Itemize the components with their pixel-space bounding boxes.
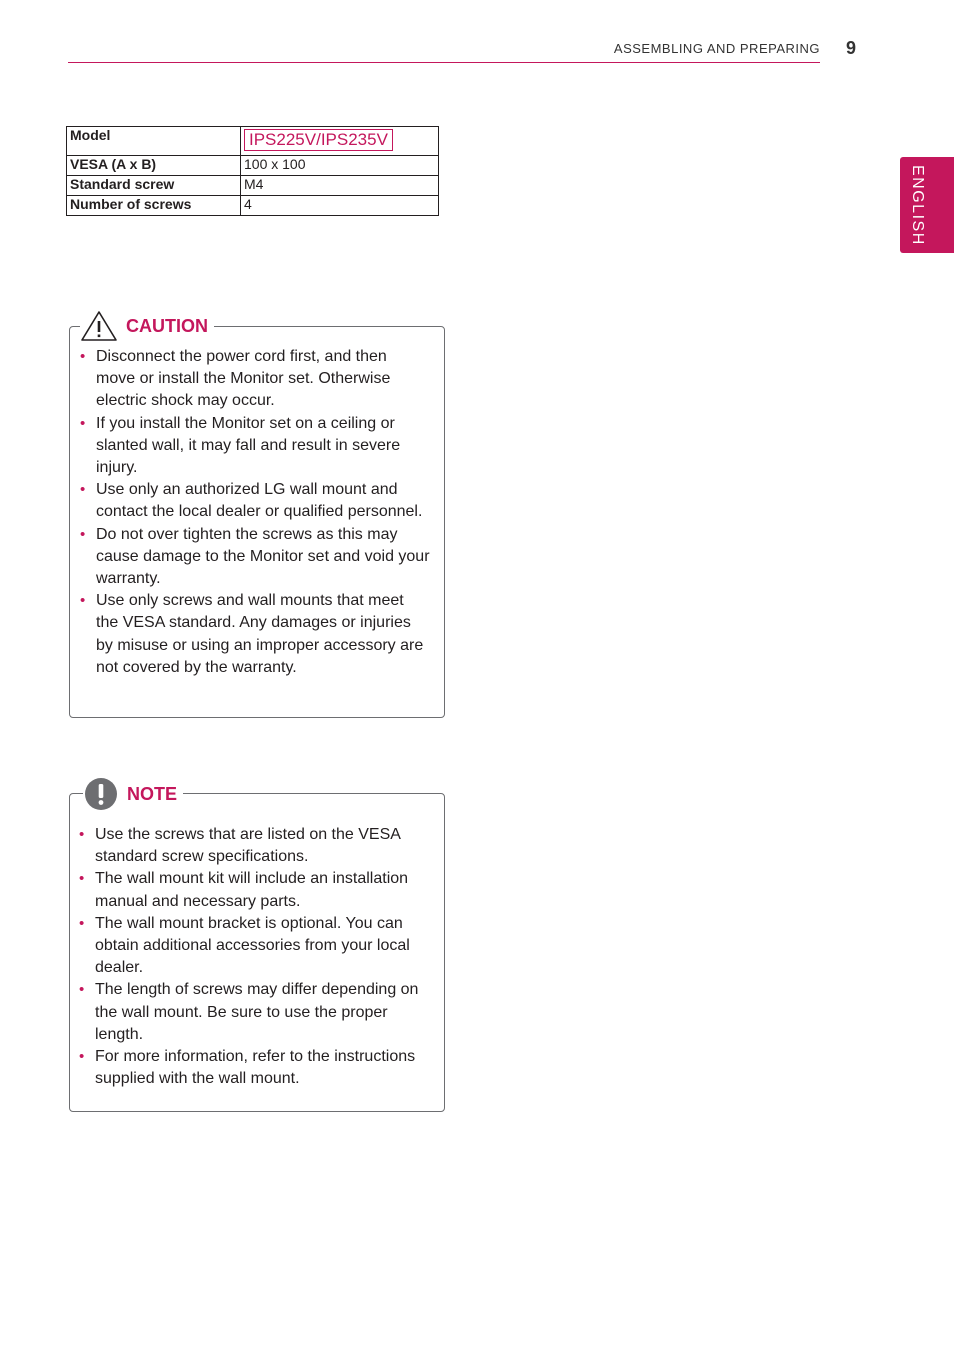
list-item: • Do not over tighten the screws as this may cause damage to the Monitor set and void your warranty. [80, 524, 430, 591]
language-tab-label: ENGLISH [909, 165, 926, 246]
note-header [83, 777, 183, 811]
list-item: • If you install the Monitor set on a ceiling or slanted wall, it may fall and result in severe injury. [80, 413, 430, 480]
row-label: VESA (A x B) [67, 156, 241, 176]
header-divider [68, 62, 820, 63]
caution-list [80, 346, 430, 679]
exclamation-icon [83, 777, 119, 811]
list-item: • The wall mount kit will include an installation manual and necessary parts. [79, 868, 431, 912]
row-value: M4 [241, 176, 439, 196]
language-tab [900, 157, 954, 253]
warning-triangle-icon [80, 310, 118, 342]
list-item: • Use only an authorized LG wall mount and contact the local dealer or qualified personnel. [80, 479, 430, 523]
list-item: • Use the screws that are listed on the VESA standard screw specifications. [79, 824, 431, 868]
wall-mount-spec-table [66, 126, 439, 216]
table-row [67, 196, 439, 216]
note-title: NOTE [127, 783, 178, 804]
caution-header [80, 310, 214, 342]
list-item: • The wall mount bracket is optional. You can obtain additional accessories from your local dealer. [79, 913, 431, 980]
row-label: Model [67, 127, 241, 156]
section-title: ASSEMBLING AND PREPARING [613, 41, 820, 56]
row-value: 100 x 100 [241, 156, 439, 176]
list-item: • For more information, refer to the instructions supplied with the wall mount. [79, 1046, 431, 1090]
caution-title: CAUTION [126, 315, 208, 336]
table-row [67, 156, 439, 176]
list-item: • The length of screws may differ depending on the wall mount. Be sure to use the proper length. [79, 979, 431, 1046]
row-label: Number of screws [67, 196, 241, 216]
list-item: • Disconnect the power cord first, and then move or install the Monitor set. Otherwise electric shock may occur. [80, 346, 430, 413]
page-number: 9 [846, 38, 857, 58]
table-row [67, 127, 439, 156]
row-value [241, 127, 439, 156]
model-name: IPS225V/IPS235V [244, 129, 393, 151]
table-row [67, 176, 439, 196]
note-list [79, 824, 431, 1090]
list-item: • Use only screws and wall mounts that meet the VESA standard. Any damages or injuries by misuse or using an improper accessory are not covered by the warranty. [80, 590, 430, 679]
row-label: Standard screw [67, 176, 241, 196]
row-value: 4 [241, 196, 439, 216]
